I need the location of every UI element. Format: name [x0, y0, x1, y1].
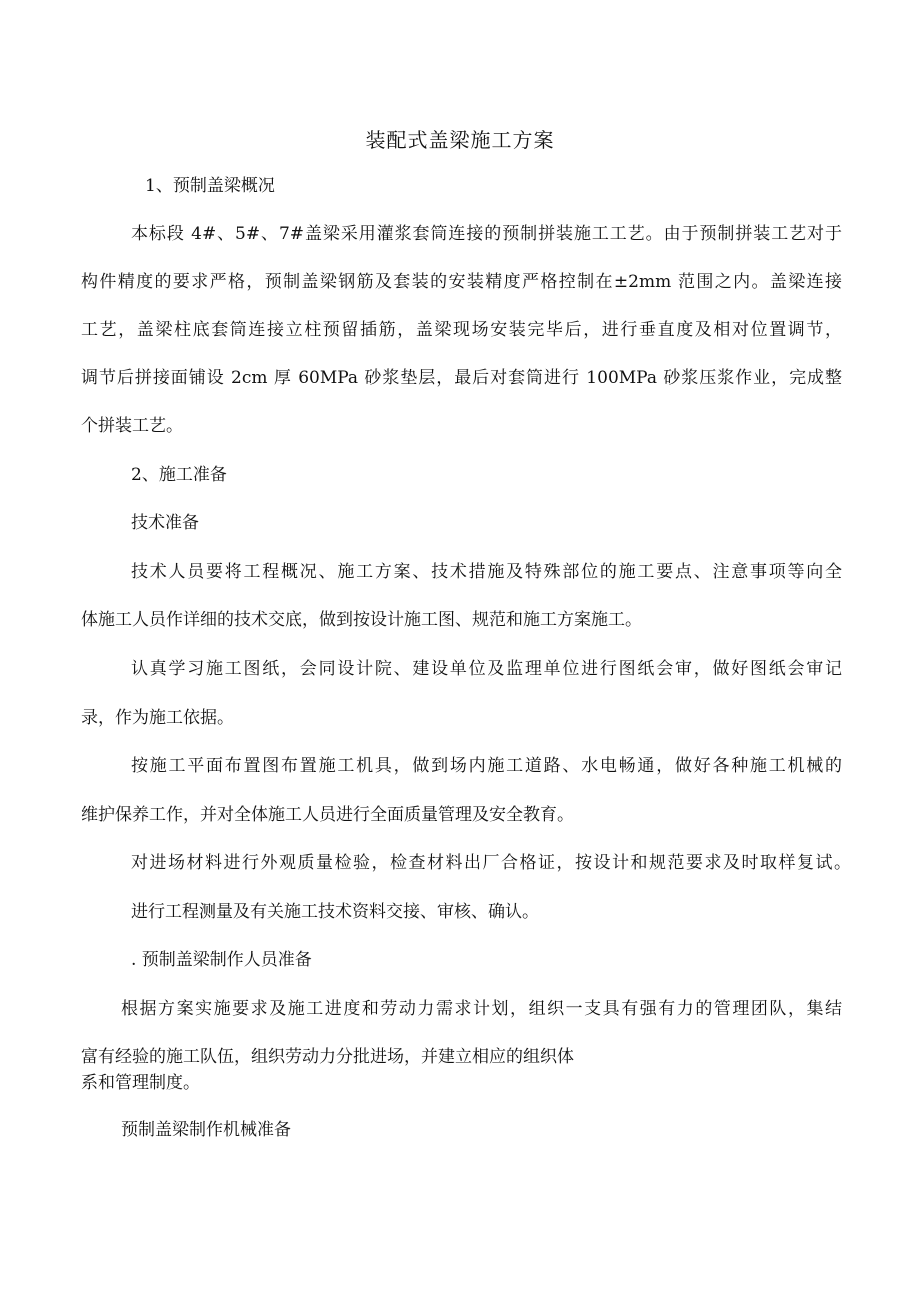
paragraph-line: 技术人员要将工程概况、施工方案、技术措施及特殊部位的施工要点、注意事项等向全: [131, 562, 842, 582]
section-1-heading: 1、预制盖梁概况: [145, 176, 275, 196]
section-1-paragraph-line: 本标段 4#、5#、7#盖梁采用灌浆套筒连接的预制拼装施工工艺。由于预制拼装工艺对于: [131, 224, 842, 244]
paragraph-line: 富有经验的施工队伍，组织劳动力分批进场，并建立相应的组织体: [81, 1047, 574, 1067]
paragraph-line: 录，作为施工依据。: [81, 708, 234, 728]
document-title: 装配式盖梁施工方案: [365, 128, 555, 152]
technical-preparation-heading: 技术准备: [131, 513, 199, 533]
paragraph-line: 认真学习施工图纸，会同设计院、建设单位及监理单位进行图纸会审，做好图纸会审记: [131, 659, 842, 679]
section-2-heading: 2、施工准备: [131, 465, 227, 485]
section-1-paragraph-line: 构件精度的要求严格，预制盖梁钢筋及套装的安装精度严格控制在±2mm 范围之内。盖梁连接: [81, 272, 842, 292]
paragraph-line: 根据方案实施要求及施工进度和劳动力需求计划，组织一支具有强有力的管理团队，集结: [121, 999, 842, 1019]
staff-preparation-heading: . 预制盖梁制作人员准备: [131, 950, 312, 970]
section-1-paragraph-line: 个拼装工艺。: [81, 416, 183, 436]
paragraph-line: 按施工平面布置图布置施工机具，做到场内施工道路、水电畅通，做好各种施工机械的: [131, 756, 842, 776]
machinery-preparation-heading: 预制盖梁制作机械准备: [121, 1120, 291, 1140]
section-1-paragraph-line: 工艺，盖梁柱底套筒连接立柱预留插筋，盖梁现场安装完毕后，进行垂直度及相对位置调节，: [81, 320, 842, 340]
paragraph-line: 系和管理制度。: [81, 1073, 200, 1093]
paragraph-line: 体施工人员作详细的技术交底，做到按设计施工图、规范和施工方案施工。: [81, 610, 642, 630]
paragraph-line: 维护保养工作，并对全体施工人员进行全面质量管理及安全教育。: [81, 805, 574, 825]
paragraph-line: 进行工程测量及有关施工技术资料交接、审核、确认。: [131, 902, 539, 922]
paragraph-line: 对进场材料进行外观质量检验，检查材料出厂合格证，按设计和规范要求及时取样复试。: [131, 853, 851, 873]
section-1-paragraph-line: 调节后拼接面铺设 2cm 厚 60MPa 砂浆垫层，最后对套筒进行 100MPa 砂浆压浆作业，完成整: [81, 368, 842, 388]
